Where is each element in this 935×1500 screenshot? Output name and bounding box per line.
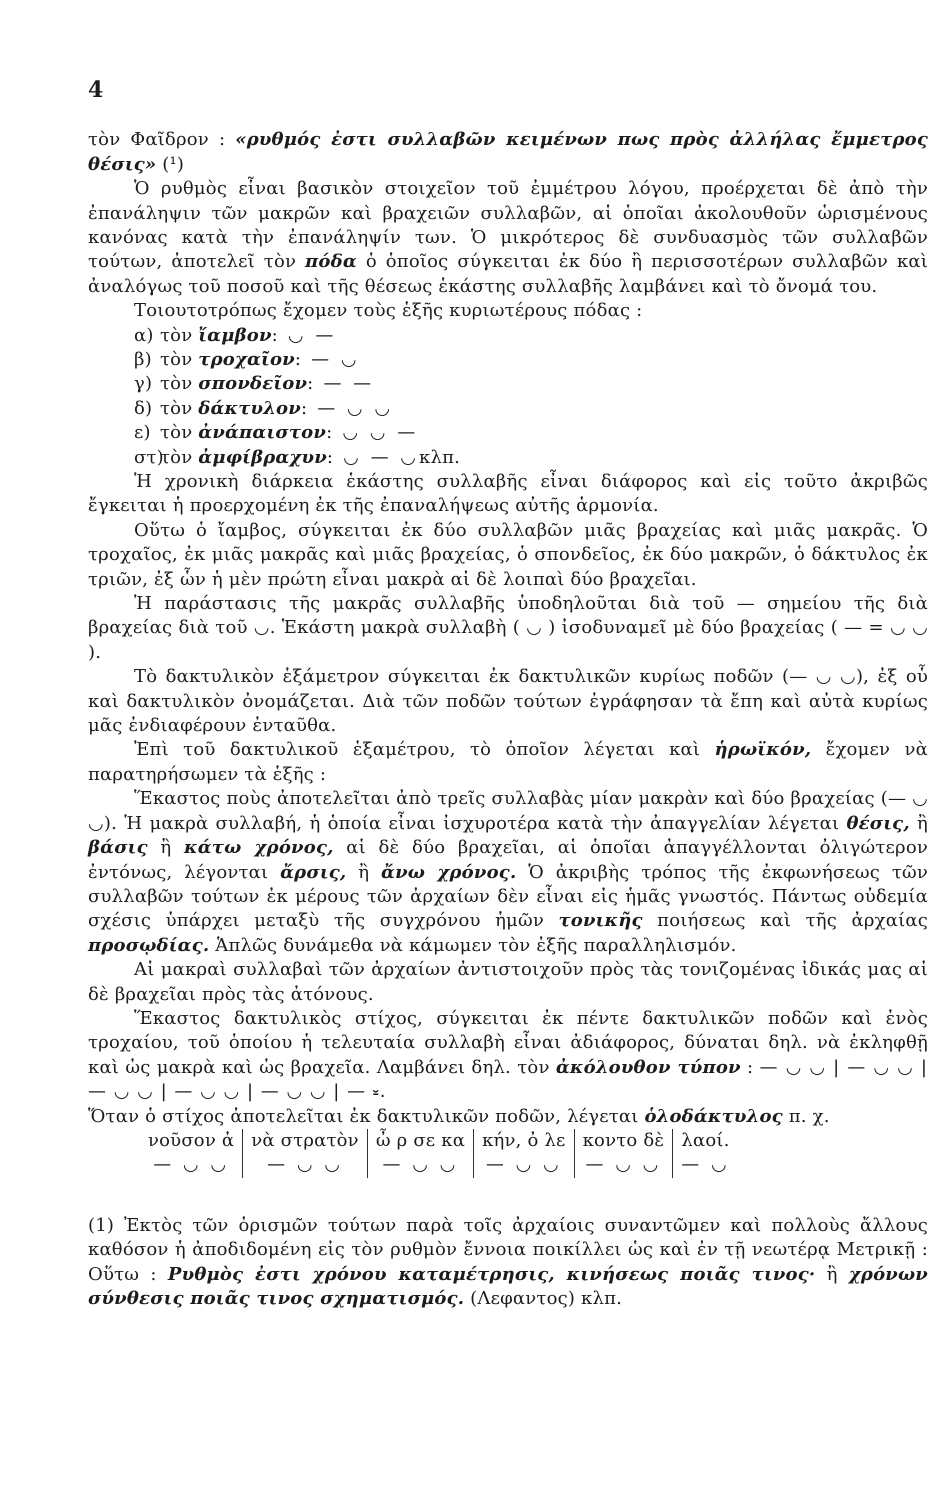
heroic-text: Ἐπὶ τοῦ δακτυλικοῦ ἑξαμέτρου, τὸ ὁποῖον λέγεται καὶ: [134, 739, 715, 761]
foot-colon: :: [300, 397, 308, 419]
footnote-text: ἢ: [815, 1263, 849, 1285]
text-segment: Ὁ ἀκριβὴς τρόπος τῆς ἐκφωνήσεως τῶν συλλαβῶν τούτων ἐκ μέρους τῶν ἀρχαίων δὲν εἶναι εἰς ἡμᾶς γνωστός. Πάντως οὐδεμία σχέσις ὑπάρχει μεταξὺ τῆς συγχρόνου ἡμῶν: [88, 861, 929, 932]
foot-item: [134, 421, 928, 445]
footnote-definition: Ρυθμὸς ἐστι χρόνου καταμέτρησις, κινήσεως ποιᾶς τινος·: [167, 1263, 816, 1285]
feet-list: [88, 324, 928, 470]
text-segment: Ἕκαστος ποὺς ἀποτελεῖται ἀπὸ τρεῖς συλλαβὰς μίαν μακρὰν καὶ δύο βραχείας (— ◡ ◡). Ἡ μακρὰ συλλαβή, ἡ ὁποία εἶναι ἰσχυροτέρα κατὰ τὴν ἀπαγγελίαν λέγεται: [88, 788, 928, 834]
paragraph-thesis-arsis: [88, 787, 928, 958]
foot-meter: ◡ — ◡: [343, 446, 420, 468]
hexameter-scheme: — ◡ ◡ | — ◡ ◡ | — ◡ ◡ | — ◡ ◡ | — ◡ ◡ | — ⏓.: [88, 1056, 928, 1103]
foot-name: ἀμφίβραχυν: [198, 446, 327, 468]
rhythm-text-end: ὁ ὁποῖος σύγκειται ἐκ δύο ἢ περισσοτέρων συλλαβῶν καὶ ἀναλόγως τοῦ ποσοῦ καὶ τῆς θέσεως ἑκάστης συλλαβῆς λαμβάνει καὶ τὸ ὄνομά του.: [88, 251, 928, 297]
foot-colon: :: [326, 446, 334, 468]
footnote-definition: χρόνων σύνθεσις ποιᾶς τινος σχηματισμός.: [88, 1263, 928, 1309]
term-basis: βάσις: [88, 837, 148, 859]
paragraph-notation: Ἡ παράστασις τῆς μακρᾶς συλλαβῆς ὑποδηλοῦται διὰ τοῦ — σημείου τῆς διὰ βραχείας διὰ τοῦ ◡. Ἑκάστη μακρὰ συλλαβὴ ( ◡ ) ἰσοδυναμεῖ μὲ δύο βραχείας ( — = ◡ ◡ ).: [88, 593, 928, 663]
verse-foot: [148, 1129, 242, 1178]
paragraph-holodactyl: [88, 1105, 928, 1129]
verse-syllables: κήν, ὀ λε: [482, 1129, 566, 1151]
text-segment: :: [740, 1056, 760, 1078]
term-upper-time: ἄνω χρόνος.: [381, 861, 517, 883]
verse-syllables: λαοί.: [681, 1129, 730, 1151]
term-foot: πόδα: [305, 251, 357, 273]
footnote-text: (1) Ἐκτὸς τῶν ὁρισμῶν τούτων παρὰ τοῖς ἀρχαίοις συναντῶμεν καὶ πολλοὺς ἄλλους καθόσον ἡ ἀποδιδομένη εἰς τὸν ρυθμὸν ἔννοια ποικίλλει ὡς καὶ ἐν τῇ νεωτέρᾳ Μετρικῇ : Οὕτω :: [88, 1214, 928, 1285]
foot-item: [134, 397, 928, 421]
rhythm-text: Ὁ ρυθμὸς εἶναι βασικὸν στοιχεῖον τοῦ ἐμμέτρου λόγου, προέρχεται δὲ ἀπὸ τὴν ἐπανάληψιν τῶν μακρῶν καὶ βραχειῶν συλλαβῶν, αἱ ὁποῖαι ἀκολουθοῦν ὡρισμένους κανόνας κατὰ τὴν ἐπανάληψίν των. Ὁ μικρότερος δὲ συνδυασμὸς τῶν συλλαβῶν τούτων, ἀποτελεῖ τὸν: [88, 178, 928, 273]
text-segment: ἢ: [346, 861, 382, 883]
foot-name: ἀνάπαιστον: [198, 422, 327, 444]
footnote-1: [88, 1214, 928, 1312]
foot-colon: :: [271, 324, 278, 346]
text-segment: Ἕκαστος δακτυλικὸς στίχος, σύγκειται ἐκ πέντε δακτυλικῶν ποδῶν καὶ ἑνὸς τροχαίου, τοῦ ὁποίου ἡ τελευταία συλλαβὴ εἶναι ἀδιάφορος, δύναται δηλ. νὰ ἐκληφθῇ καὶ ὡς μακρὰ καὶ ὡς βραχεῖα. Λαμβάνει δηλ. τὸν: [88, 1007, 928, 1078]
foot-label: δ): [134, 397, 153, 419]
verse-syllables: νὰ στρατὸν: [251, 1129, 359, 1151]
foot-article: τὸν: [160, 324, 193, 346]
foot-item: [134, 324, 928, 348]
paragraph-dactylic-line: [88, 1007, 928, 1105]
term-heroic: ἡρωϊκόν,: [714, 739, 812, 761]
foot-name: σπονδεῖον: [198, 373, 308, 395]
paragraph-heroic: [88, 738, 928, 787]
foot-article: τὸν: [160, 373, 193, 395]
foot-meter: — ◡ ◡: [317, 397, 394, 419]
verse-syllables: κοντο δὲ: [582, 1129, 665, 1151]
foot-item: [134, 372, 928, 396]
foot-meter: — ◡: [311, 349, 360, 371]
foot-item: [134, 446, 928, 470]
text-segment: ἢ: [147, 837, 185, 859]
paragraph-duration: Ἡ χρονικὴ διάρκεια ἑκάστης συλλαβῆς εἶναι διάφορος καὶ εἰς τοῦτο ἀκριβῶς ἔγκειται ἡ προερχομένη ἐκ τῆς ἐπαναλήψεως αὐτῆς ἁρμονία.: [88, 471, 928, 517]
verse-meter: — ◡: [681, 1154, 730, 1176]
verse-foot: [242, 1129, 367, 1178]
page-number: 4: [88, 77, 104, 103]
footnote-text: (Λεφαντος) κλπ.: [464, 1288, 623, 1309]
term-following-type: ἀκόλουθον τύπον: [555, 1056, 741, 1078]
term-lower-time: κάτω χρόνος,: [184, 837, 334, 859]
verse-meter: — ◡ ◡: [267, 1154, 343, 1176]
intro-text: τὸν Φαῖδρον :: [88, 129, 236, 151]
verse-foot: [473, 1129, 574, 1178]
verse-foot: [672, 1129, 737, 1178]
paragraph-long-syllables: Αἱ μακραὶ συλλαβαὶ τῶν ἀρχαίων ἀντιστοιχοῦν πρὸς τὰς τονιζομένας ἰδικάς μας αἱ δὲ βραχεῖαι πρὸς τὰς ἀτόνους.: [88, 959, 928, 1005]
verse-syllables: ὦ ρ σε κα: [375, 1129, 466, 1151]
foot-label: α): [134, 324, 154, 346]
foot-name: δάκτυλον: [198, 397, 301, 419]
footnote-section: [88, 1214, 928, 1312]
paragraph-rhythm: [88, 177, 928, 299]
foot-name: ἴαμβον: [198, 324, 272, 346]
foot-label: στ): [134, 446, 164, 468]
paragraph-feet-composition: Οὕτω ὁ ἴαμβος, σύγκειται ἐκ δύο συλλαβῶν μιᾶς βραχείας καὶ μιᾶς μακρᾶς. Ὁ τροχαῖος, ἐκ μιᾶς μακρᾶς καὶ μιᾶς βραχείας, ὁ σπονδεῖος, ἐκ δύο μακρῶν, ὁ δάκτυλος ἐκ τριῶν, ἐξ ὧν ἡ μὲν πρώτη εἶναι μακρὰ αἱ δὲ λοιπαὶ δύο βραχεῖαι.: [88, 519, 928, 590]
term-prosody: προσῳδίας.: [88, 934, 210, 956]
foot-article: τὸν: [160, 349, 193, 371]
paragraph-feet-intro: Τοιουτοτρόπως ἔχομεν τοὺς ἑξῆς κυριωτέρους πόδας :: [134, 300, 643, 322]
verse-meter: — ◡ ◡: [485, 1154, 562, 1176]
verse-foot: [367, 1129, 473, 1178]
term-arsis: ἄρσις,: [280, 861, 347, 883]
verse-meter: — ◡ ◡: [585, 1154, 662, 1176]
foot-colon: :: [307, 373, 314, 395]
foot-label: β): [134, 349, 152, 371]
verse-scansion: [88, 1129, 928, 1178]
foot-label: γ): [134, 373, 153, 395]
footnote-ref: (¹): [156, 153, 185, 175]
term-thesis: θέσις,: [846, 812, 910, 834]
text-segment: Ἁπλῶς δυνάμεθα νὰ κάμωμεν τὸν ἑξῆς παραλληλισμόν.: [209, 934, 737, 956]
text-segment: π. χ.: [782, 1105, 830, 1127]
foot-meter: — —: [323, 373, 375, 395]
term-tonal: τονικῆς: [558, 910, 643, 932]
paragraph-intro: [88, 128, 928, 177]
foot-item: [134, 348, 928, 372]
verse-meter: — ◡ ◡: [382, 1154, 459, 1176]
text-segment: αἱ δὲ δύο βραχεῖαι, αἱ ὁποῖαι ἀπαγγέλλονται ὀλιγώτερον ἐντόνως, λέγονται: [88, 837, 929, 883]
text-segment: ἢ: [909, 812, 928, 834]
term-holodactyl: ὁλοδάκτυλος: [644, 1105, 783, 1127]
paragraph-hexameter: Τὸ δακτυλικὸν ἑξάμετρον σύγκειται ἐκ δακτυλικῶν κυρίως ποδῶν (— ◡ ◡), ἐξ οὗ καὶ δακτυλικὸν ὀνομάζεται. Διὰ τῶν ποδῶν τούτων ἐγράφησαν τὰ ἔπη καὶ αὐτὰ κυρίως μᾶς ἐνδιαφέρουν ἐνταῦθα.: [88, 666, 928, 737]
foot-meter: ◡ —: [287, 324, 337, 346]
foot-name: τροχαῖον: [198, 349, 295, 371]
foot-meter: ◡ ◡ —: [342, 422, 419, 444]
verse-syllables: νοῦσον ἀ: [148, 1129, 235, 1151]
verse-foot: [574, 1129, 673, 1178]
text-segment: Ὅταν ὁ στίχος ἀποτελεῖται ἐκ δακτυλικῶν ποδῶν, λέγεται: [88, 1105, 645, 1127]
foot-article: τὸν: [160, 397, 193, 419]
foot-extra: κλπ.: [419, 446, 461, 468]
foot-colon: :: [294, 349, 302, 371]
foot-article: τὸν: [160, 446, 193, 468]
text-segment: ποιήσεως καὶ τῆς ἀρχαίας: [642, 910, 928, 932]
foot-article: τὸν: [160, 422, 193, 444]
foot-colon: :: [326, 422, 333, 444]
heroic-text-end: ἔχομεν νὰ παρατηρήσωμεν τὰ ἑξῆς :: [88, 739, 928, 785]
book-page: [88, 78, 928, 1311]
rhythm-definition-quote: «ρυθμός ἐστι συλλαβῶν κειμένων πως πρὸς ἀλλήλας ἔμμετρος θέσις»: [88, 129, 929, 175]
foot-label: ε): [134, 422, 151, 444]
verse-meter: — ◡ ◡: [153, 1154, 230, 1176]
